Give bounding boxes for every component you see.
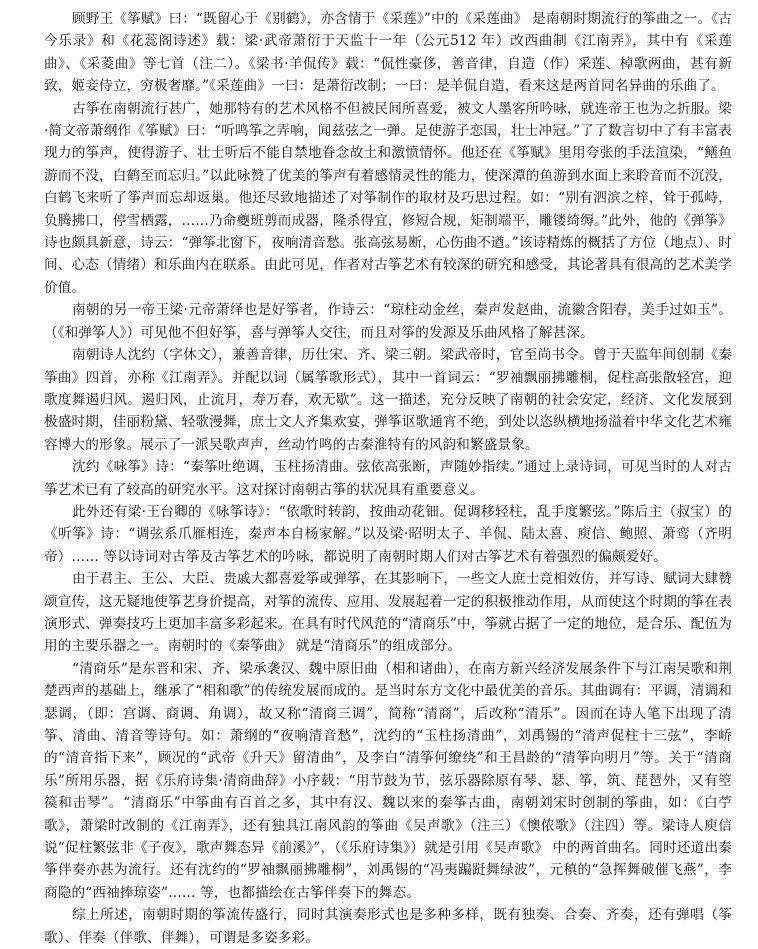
paragraph-6: 此外还有梁·王台卿的《咏筝诗》：“依歌时转韵，按曲动花钿。促调移轻柱，乱手度繁弦。”陈后主（叔宝）的《听筝》诗：“调弦系爪雁相连，秦声本自杨家解。”以及梁·昭明太子、羊侃、陆太喜、庾信、鲍照、萧鸾（齐明帝）…… 等以诗词对古筝及古筝艺术的吟咏，都说明了南朝时期人们对古筝艺术有着强烈的偏颇爱好。 xyxy=(44,503,732,565)
paragraph-4: 南朝诗人沈约（字休文），兼善音律，历仕宋、齐、梁三朝。梁武帝时，官至尚书令。曾于天监年间创制《秦筝曲》四首，亦称《江南弄》。并配以词（属筝歌形式），其中一首词云：“罗袖飘丽拂雕桐，促柱高张散轻宫，迎歌度舞遏归风。遏归风，止流月，寿万春，欢无歇”。这一描述，充分反映了南朝的社会安定，经济、文化发展到极盛时期，佳丽粉黛、轻歌漫舞，庶士文人齐集欢宴，弹筝讴歌通宵不绝，到处以恣纵横地扬溢着中华文化艺术雍容博大的形象。展示了一派吴歌声声，丝动竹鸣的古秦淮特有的风韵和繁盛景象。 xyxy=(44,347,732,453)
paragraph-3: 南朝的另一帝王梁·元帝萧绎也是好筝者，作诗云：“琼柱动金丝，秦声发赵曲，流徽含阳春，美手过如玉”。（《和弹筝人》）可见他不但好筝，喜与弹筝人交往，而且对筝的发源及乐曲风格了解甚深。 xyxy=(44,302,732,341)
paragraph-9: 综上所述，南朝时期的筝流传盛行，同时其演奏形式也是多种多样，既有独奏、合奏、齐奏，还有弹唱（筝歌）、伴奏（伴歌、伴舞），可谓是多姿多彩。 xyxy=(44,907,732,946)
paragraph-8: “清商乐”是东晋和宋、齐、梁承袭汉、魏中原旧曲（相和诸曲），在南方新兴经济发展条件下与江南吴歌和荆楚西声的基础上，继承了“相和歌”的传统发展而成的。是当时东方文化中最优美的音乐。其曲调有：平调，清调和瑟调，（即：宫调、商调、角调），故又称“清商三调”，简称“清商”，后改称“清乐”。因而在诗人笔下出现了清筝、清曲、清音等诗句。如：萧纲的“夜响清音愁”，沈约的“玉柱扬清曲”，刘禹锡的“清声促柱十三弦”，李峤的“清音指下来”，顾况的“武帝《升天》留清曲”，及李白“清筝何缭绕”和王昌龄的“清筝向明月”等。关于“清商乐”所用乐器，据《乐府诗集·清商曲辞》小序载：“用节鼓为节，弦乐器除原有琴、瑟、筝，筑、琵琶外，又有箜篌和击琴”。“清商乐”中筝曲有百首之多，其中有汉、魏以来的秦筝古曲，南朝刘宋时创制的筝曲，如：《白苧歌》，萧梁时改制的《江南弄》，还有独具江南风韵的筝曲《吴声歌》（注三）《懊侬歌》（注四）等。梁诗人庾信说“促柱繁弦非《子夜》，歌声舞态异《前溪》”，（《乐府诗集》）就是引用《吴声歌》 中的两首曲名。同时还道出秦筝伴奏亦甚为流行。还有沈约的“罗袖飘丽拂雕桐”，刘禹锡的“冯夷蹁跹舞绿波”，元稹的“急挥舞破催飞燕”，李商隐的“西袖捧琼姿”…… 等，也都描绘在古筝伴奏下的舞态。 xyxy=(44,660,732,901)
paragraph-1: 顾野王《筝赋》曰：“既留心于《别鹤》，亦含情于《采莲》”中的《采莲曲》 是南朝时期流行的筝曲之一。《古今乐录》和《花蕊阁诗述》载：梁·武帝萧衍于天监十一年（公元512 年）改西曲制《江南弄》，其中有《采莲曲》、《采菱曲》等七首（注二）。《梁书·羊侃传》载：“侃性豪侈，善音律，自造（作）采莲、棹歌两曲，甚有新致，姬妾侍立，穷极奢靡。”《采莲曲》一曰：是萧衍改制；一曰：是羊侃自造，看来这是两首同名异曲的乐曲了。 xyxy=(44,11,732,95)
paragraph-2: 古筝在南朝流行甚广，她那特有的艺术风格不但被民间所喜爱，被文人墨客所吟咏，就连帝王也为之折服。梁·简文帝萧纲作《筝赋》曰：“听鸣筝之弄响，闻兹弦之一弹。足使游子恋国，壮士冲冠。”了了数言切中了有丰富表现力的筝声，使得游子、壮士听后不能自禁地眷念故土和激愤情怀。他还在《筝赋》里用夸张的手法渲染，“鳝鱼游而不没，白鹤至而忘归。”以此咏赞了优美的筝声有着感情灵性的能力，使深潭的鱼游到水面上来聆音而不沉没，白鹤飞来听了筝声而忘却返巢。他还尽致地描述了对筝制作的取材及巧思过程。如：“别有泗滨之梓，耸于孤峙，负腾拂口，停雪栖露，……乃命夔班剪而成器，隆杀得宜，修短合规，矩制端平，雕镂绮缛。”此外，他的《弹筝》诗也颇具新意，诗云：“弹筝北窗下，夜响清音愁。张高弦易断，心伤曲不遒。”该诗精炼的概括了方位（地点）、时间、心态（情绪）和乐曲内在联系。由此可见，作者对古筝艺术有较深的研究和感受，其论著具有很高的艺术美学价值。 xyxy=(44,100,732,296)
paragraph-5: 沈约《咏筝》诗：“秦筝吐绝调，玉柱扬清曲。弦依高张断，声随妙指续。”通过上录诗词，可见当时的人对古筝艺术已有了较高的研究水平。这对探讨南朝古筝的状况具有重要意义。 xyxy=(44,459,732,498)
paragraph-7: 由于君主、王公、大臣、贵戚大都喜爱筝或弹筝，在其影响下，一些文人庶士竞相效仿，并写诗、赋词大肆赞颂宣传，这无疑地使筝艺身价提高，对筝的流传、应用、发展起着一定的积极推动作用，从而使这个时期的筝在表演形式、弹奏技巧上更加丰富多彩起来。在具有时代风范的“清商乐”中，筝就占据了一定的地位，是合乐、配伍为用的主要乐器之一。南朝时的《秦筝曲》 就是“清商乐”的组成部分。 xyxy=(44,571,732,655)
